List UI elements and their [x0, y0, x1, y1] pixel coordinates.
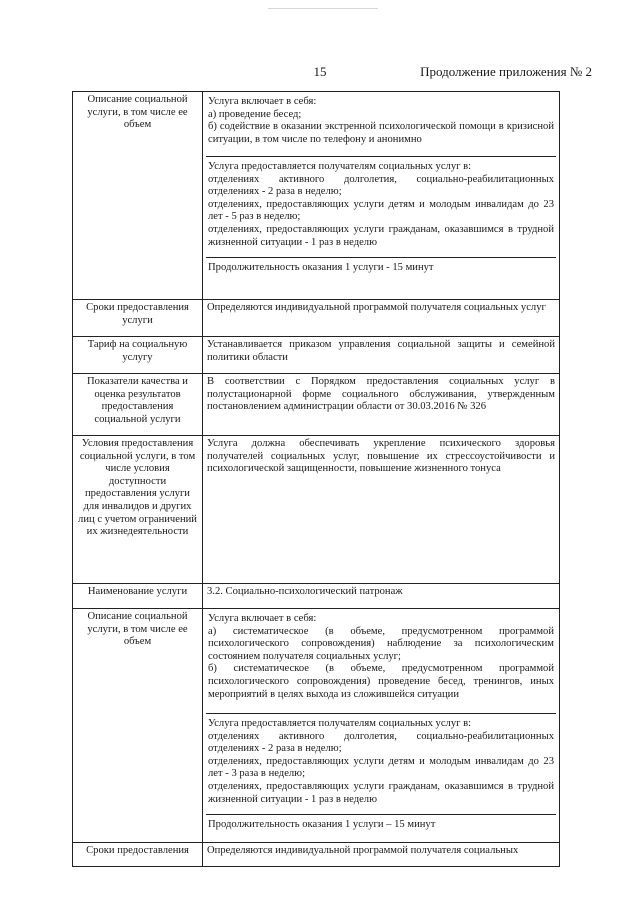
table-row: [73, 609, 560, 843]
text-line: отделениях, предоставляющих услуги детям и молодым инвалидам до 23 лет - 5 раз в неделю;: [208, 198, 554, 223]
table-row: [73, 337, 560, 374]
text-line: Услуга предоставляется получателям социальных услуг в:: [208, 718, 472, 729]
sub-block-frequency: [206, 714, 556, 815]
table-row: [73, 92, 560, 300]
row-value: Определяются индивидуальной программой получателя социальных: [203, 843, 560, 867]
row-value: В соответствии с Порядком предоставления социальных услуг в полустационарной форме социального обслуживания, утвержденным постановлением администрации области от 30.03.2016 № 326: [203, 374, 560, 436]
table-row: [73, 374, 560, 436]
sub-block-includes: [206, 609, 556, 714]
sub-block-duration: [206, 815, 556, 836]
row-value: [203, 609, 560, 843]
row-value: 3.2. Социально-психологический патронаж: [203, 584, 560, 609]
row-label: Тариф на социальную услугу: [73, 337, 203, 374]
continuation-header: Продолжение приложения № 2: [420, 64, 592, 79]
row-label: Описание социальной услуги, в том числе ее объем: [73, 609, 203, 843]
row-value: Устанавливается приказом управления социальной защиты и семейной политики области: [203, 337, 560, 374]
table-row: [73, 436, 560, 584]
text-line: Услуга предоставляется получателям социальных услуг в:: [208, 161, 472, 172]
row-label: Условия предоставления социальной услуги, в том числе условия доступности предоставления услуги для инвалидов и других лиц с учетом ограничений их жизнедеятельности: [73, 436, 203, 584]
text-line: отделениях, предоставляющих услуги детям и молодым инвалидам до 23 лет - 3 раза в неделю;: [208, 755, 554, 780]
text-line: Продолжительность оказания 1 услуги – 15 минут: [208, 819, 436, 830]
sub-block-frequency: [206, 157, 556, 258]
table-row: [73, 300, 560, 337]
text-line: а) проведение бесед;: [208, 108, 302, 120]
row-value: [203, 92, 560, 300]
table-row: [73, 843, 560, 867]
text-line: отделениях активного долголетия, социально-реабилитационных отделениях - 2 раза в неделю;: [208, 730, 554, 755]
row-label: Описание социальной услуги, в том числе ее объем: [73, 92, 203, 300]
sub-block-duration: [206, 258, 556, 279]
table-row: [73, 584, 560, 609]
text-line: б) содействие в оказании экстренной психологической помощи в кризисной ситуации, в том числе по телефону и анонимно: [208, 121, 554, 145]
page-number: 15: [313, 64, 327, 79]
row-label: Наименование услуги: [73, 584, 203, 609]
text-line: б) систематическое (в объеме, предусмотренном программой психологического сопровождения) проведение бесед, тренингов, иных мероприятий в целях выхода из сложившейся ситуации: [208, 663, 554, 700]
text-line: отделениях активного долголетия, социально-реабилитационных отделениях - 2 раза в неделю;: [208, 173, 554, 198]
text-line: Услуга включает в себя:: [208, 96, 317, 107]
row-label: Сроки предоставления услуги: [73, 300, 203, 337]
text-line: Продолжительность оказания 1 услуги - 15 минут: [208, 262, 434, 273]
service-table: [72, 91, 560, 867]
scan-artifact-line: [268, 8, 378, 9]
text-line: Услуга включает в себя:: [208, 613, 317, 624]
row-value: Услуга должна обеспечивать укрепление психического здоровья получателей социальных услуг, повышение их стрессоустойчивости и психологической защищенности, повышение жизненного тонуса: [203, 436, 560, 584]
text-line: отделениях, предоставляющих услуги гражданам, оказавшимся в трудной жизненной ситуации - 1 раз в неделю: [208, 223, 554, 248]
row-label: Сроки предоставления: [73, 843, 203, 867]
text-line: отделениях, предоставляющих услуги гражданам, оказавшимся в трудной жизненной ситуации - 1 раз в неделю: [208, 780, 554, 805]
sub-block-includes: [206, 92, 556, 157]
row-label: Показатели качества и оценка результатов предоставления социальной услуги: [73, 374, 203, 436]
text-line: а) систематическое (в объеме, предусмотренном программой психологического сопровождения) наблюдение за психологическим состоянием получателя социальных услуг;: [208, 625, 554, 662]
row-value: Определяются индивидуальной программой получателя социальных услуг: [203, 300, 560, 337]
